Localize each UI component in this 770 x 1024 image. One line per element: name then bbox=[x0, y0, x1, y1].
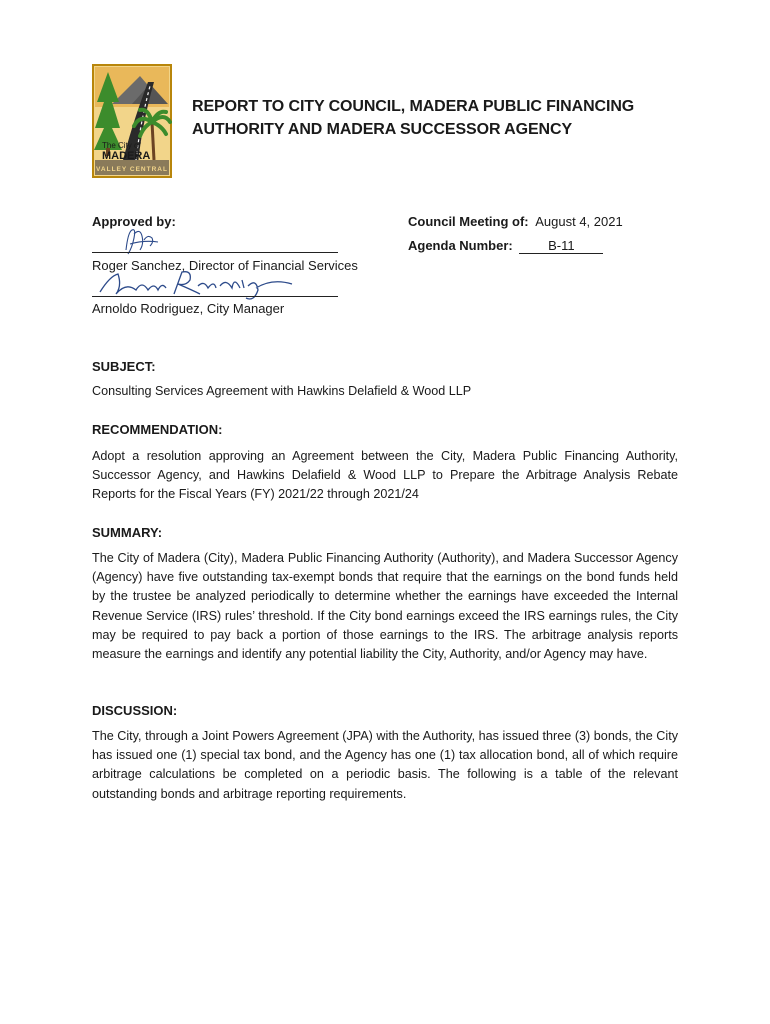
report-title-line2: AUTHORITY AND MADERA SUCCESSOR AGENCY bbox=[192, 121, 573, 138]
signature-arnoldo-rodriguez bbox=[96, 268, 300, 304]
discussion-heading: DISCUSSION: bbox=[92, 703, 178, 718]
council-meeting-info bbox=[408, 214, 623, 229]
logo-line2: MADERA bbox=[102, 150, 151, 162]
agenda-label: Agenda Number: bbox=[408, 238, 513, 253]
recommendation-text: Adopt a resolution approving an Agreement between the City, Madera Public Financing Authority, Successor Agency, and Hawkins Delafield & Wood LLP to Prepare the Arbitrage Analysis Rebate Reports for the Fiscal Years (FY) 2021/22 through 2021/24 bbox=[92, 449, 678, 502]
report-title-line1: REPORT TO CITY COUNCIL, MADERA PUBLIC FINANCING bbox=[192, 98, 635, 115]
summary-heading: SUMMARY: bbox=[92, 525, 163, 540]
subject-heading: SUBJECT: bbox=[92, 359, 156, 374]
report-title bbox=[192, 95, 712, 141]
logo-line1: The City of bbox=[102, 141, 141, 150]
meeting-label: Council Meeting of: bbox=[408, 214, 529, 229]
subject-text: Consulting Services Agreement with Hawkins Delafield & Wood LLP bbox=[92, 384, 472, 398]
approved-by-label: Approved by: bbox=[92, 214, 176, 229]
signature-line-2 bbox=[92, 296, 338, 297]
city-of-madera-logo bbox=[92, 64, 172, 178]
signature-line-1 bbox=[92, 252, 338, 253]
agenda-number-info bbox=[408, 238, 603, 254]
recommendation-heading: RECOMMENDATION: bbox=[92, 422, 223, 437]
signer-1-name: Roger Sanchez, Director of Financial Services bbox=[92, 258, 358, 273]
summary-text: The City of Madera (City), Madera Public Financing Authority (Authority), and Madera Successor Agency (Agency) have five outstanding tax-exempt bonds that require that the earnings on the bond funds held by the trustee be analyzed periodically to determine whether the earnings have exceeded the Internal Revenue Service (IRS) rules’ threshold. If the City bond earnings exceed the IRS earnings rules, the City may be required to pay back a portion of those earnings to the IRS. The arbitrage analysis reports measure the earnings and identify any potential liability the City, Authority, and/or Agency may have. bbox=[92, 551, 678, 662]
signer-2-name: Arnoldo Rodriguez, City Manager bbox=[92, 301, 285, 316]
logo-tagline: VALLEY CENTRAL bbox=[96, 166, 168, 173]
discussion-text: The City, through a Joint Powers Agreement (JPA) with the Authority, has issued three (3) bonds, the City has issued one (1) special tax bond, and the Agency has one (1) tax allocation bond, all of which require arbitrage calculations be completed on a periodic basis. The following is a table of the relevant outstanding bonds and arbitrage reporting requirements. bbox=[92, 729, 678, 801]
meeting-date: August 4, 2021 bbox=[535, 214, 623, 229]
agenda-number: B-11 bbox=[519, 239, 603, 254]
